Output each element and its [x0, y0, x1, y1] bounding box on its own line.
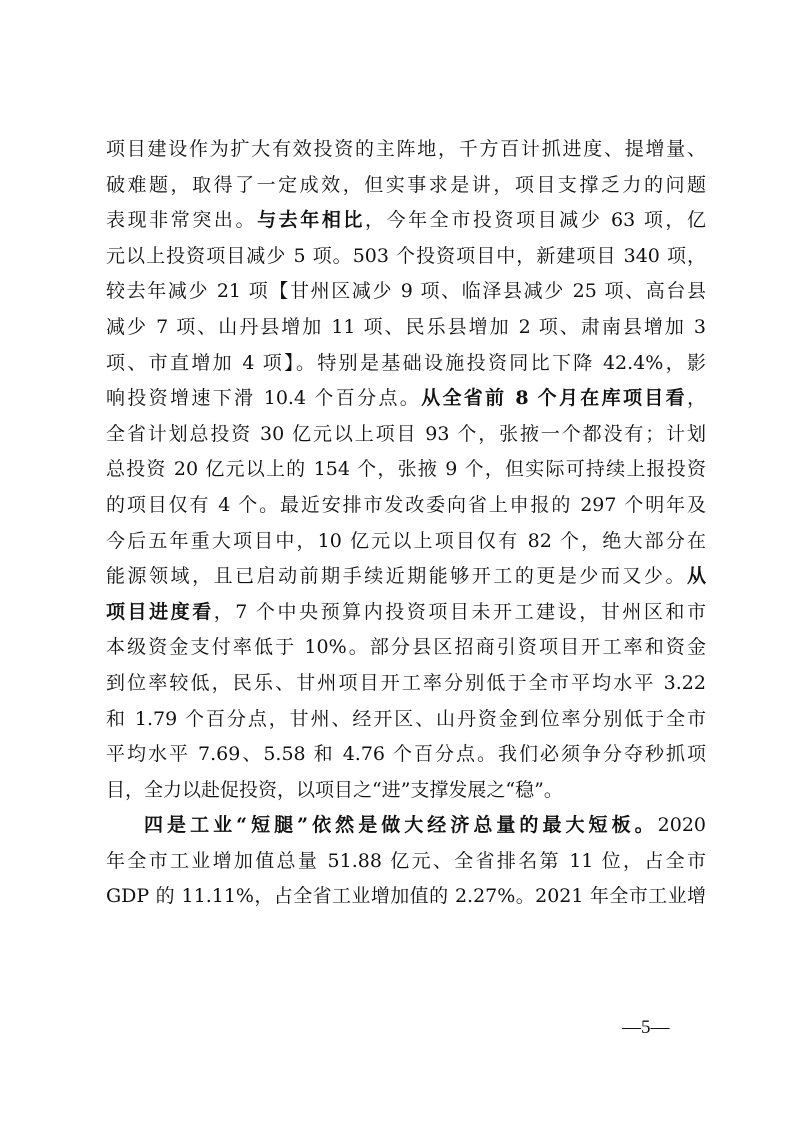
text-run: 目，全力以赴促投资，以项目之“进”支撑发展之“稳”。 — [106, 778, 563, 801]
text-run: ，7 个中央预算内投资项目未开工建设，甘州区和市 — [213, 600, 706, 623]
text-line — [106, 381, 706, 417]
text-run: 的项目仅有 4 个。最近安排市发改委向省上申报的 297 个明年及 — [106, 493, 706, 516]
text-line — [106, 168, 706, 204]
text-run: 2020 — [657, 814, 706, 837]
text-line — [106, 524, 706, 560]
page-number: —5— — [622, 1017, 670, 1038]
text-line — [106, 346, 706, 382]
text-line — [106, 417, 706, 453]
text-run: 元以上投资项目减少 5 项。503 个投资项目中，新建项目 340 项， — [106, 244, 706, 267]
text-run: 总投资 20 亿元以上的 154 个，张掖 9 个，但实际可持续上报投资 — [106, 458, 706, 481]
text-run: 全省计划总投资 30 亿元以上项目 93 个，张掖一个都没有；计划 — [106, 422, 706, 445]
text-run: ， — [686, 387, 706, 410]
text-run: 项、市直增加 4 项】。特别是基础设施投资同比下降 42.4%，影 — [106, 351, 706, 374]
bold-heading: 项目进度看 — [106, 600, 214, 623]
bold-heading: 与去年相比 — [257, 209, 365, 232]
text-line — [106, 203, 706, 239]
text-line — [106, 879, 706, 915]
text-run: ，今年全市投资项目减少 63 项，亿 — [365, 209, 706, 232]
text-line — [106, 844, 706, 880]
text-line — [106, 452, 706, 488]
text-run: 破难题，取得了一定成效，但实事求是讲，项目支撑乏力的问题 — [106, 173, 706, 196]
text-run: 较去年减少 21 项【甘州区减少 9 项、临泽县减少 25 项、高台县 — [106, 280, 706, 303]
text-line — [106, 239, 706, 275]
bold-heading: 从 — [686, 565, 706, 588]
text-run: 今后五年重大项目中，10 亿元以上项目仅有 82 个，绝大部分在 — [106, 529, 706, 552]
text-line — [106, 737, 706, 773]
text-line — [106, 488, 706, 524]
text-line — [106, 132, 706, 168]
text-run: 表现非常突出。 — [106, 209, 258, 232]
text-run: GDP 的 11.11%，占全省工业增加值的 2.27%。2021 年全市工业增 — [106, 885, 706, 908]
bold-heading: 从全省前 8 个月在库项目看 — [421, 387, 687, 410]
text-line — [106, 773, 706, 809]
text-line — [106, 595, 706, 631]
text-run: 项目建设作为扩大有效投资的主阵地，千方百计抓进度、提增量、 — [106, 138, 706, 160]
bold-heading: 四是工业“短腿”依然是做大经济总量的最大短板。 — [144, 814, 658, 837]
text-run: 响投资增速下滑 10.4 个百分点。 — [106, 387, 422, 410]
text-line — [106, 808, 706, 844]
text-run: 减少 7 项、山丹县增加 11 项、民乐县增加 2 项、肃南县增加 3 — [106, 315, 706, 338]
text-line — [106, 666, 706, 702]
text-run: 平均水平 7.69、5.58 和 4.76 个百分点。我们必须争分夺秒抓项 — [106, 743, 706, 766]
body-text — [106, 132, 706, 915]
text-line — [106, 310, 706, 346]
text-run: 到位率较低，民乐、甘州项目开工率分别低于全市平均水平 3.22 — [106, 671, 706, 694]
text-line — [106, 559, 706, 595]
text-run: 能源领域，且已启动前期手续近期能够开工的更是少而又少。 — [106, 565, 687, 588]
text-run: 和 1.79 个百分点，甘州、经开区、山丹资金到位率分别低于全市 — [106, 707, 706, 730]
text-run: 本级资金支付率低于 10%。部分县区招商引资项目开工率和资金 — [106, 636, 706, 659]
text-run: 年全市工业增加值总量 51.88 亿元、全省排名第 11 位，占全市 — [106, 849, 706, 872]
text-line — [106, 630, 706, 666]
text-line — [106, 274, 706, 310]
text-line — [106, 702, 706, 738]
